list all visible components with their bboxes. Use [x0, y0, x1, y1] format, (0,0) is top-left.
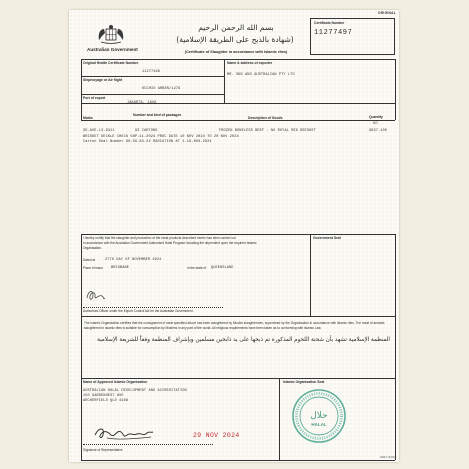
date-stamp: 29 NOV 2024: [193, 432, 240, 439]
declaration-line-1: I hereby certify that the slaughter and production of the meat products described herein has been carried out: [83, 236, 236, 240]
orig-cert-label: Original Health Certificate Number: [83, 61, 139, 65]
cert-number-value: 11277497: [314, 29, 353, 37]
state-label: in the state of: [187, 266, 207, 270]
quantity-label: Quantity: [369, 115, 383, 119]
certificate-page: [69, 10, 399, 462]
islamic-arabic-statement: المنظمة الإسلامية تشهد بأن شحنة اللحوم المذكورة تم ذبحها على يد ذابحين مسلمين وبإشراف المنظمة وفقاً للشريعة الإسلامية: [97, 337, 390, 343]
islamic-org-line-2: 150 GARDENHEST AVE: [83, 394, 124, 398]
signature-label: Signature of Representative: [83, 448, 123, 452]
port-label: Port of export: [83, 96, 106, 100]
marks-label: Marks: [83, 116, 93, 120]
islamic-org-line-3: ARCHERFIELD QLD 4108: [83, 399, 129, 403]
government-name: Australian Government: [87, 47, 138, 52]
shipping-label: Ship/voyage or Air flight: [83, 78, 123, 82]
halal-english-text: HALAL: [311, 422, 327, 427]
description-value: FROZEN BONELESS BEEF - NO ROYAL RED BRISKET: [219, 129, 317, 133]
packages-label: Number and kind of packages: [133, 113, 182, 117]
english-title: (Certificate of Slaughter in accordance with Islamic rites): [184, 50, 288, 54]
islamic-org-label: Name of Approved Islamic Organisation: [83, 380, 148, 384]
coat-of-arms-icon: [96, 24, 126, 46]
form-code: E827 (2/22): [380, 455, 395, 459]
goods-line-3: Carton Seal Number 90-59-83-24 RADIATION AT 1.19-003-2024: [83, 140, 212, 144]
place-value: BRISBANE: [111, 266, 130, 270]
description-label: Description of Goods: [248, 116, 283, 120]
dated-at-value: 27TH DAY OF NOVEMBER 2024: [105, 258, 162, 262]
officer-signature-icon: [85, 286, 107, 304]
bismillah: بسم الله الرحمن الرحيم: [198, 23, 274, 32]
marks-value: 3D-AVE-L3-9311: [83, 129, 115, 133]
place-label: Place of issue: [83, 266, 103, 270]
officer-label: Authorised Officer under the Export Control Act for the Australian Government: [83, 309, 193, 313]
exporter-value: MR. SNO AND AUSTRALIAN PTY LTD: [227, 73, 295, 77]
dated-at-label: Dated at: [83, 258, 96, 262]
declaration-line-2: in accordance with the Australian Government Authorised Halal Program including the dependent upon the required Islamic: [83, 241, 257, 245]
goods-line-2: BRISKET DECKLE CHECK 5NP-11-2024 PROC DATE 10 NOV 2024 TO 20 NOV 2024: [83, 135, 239, 139]
islamic-seal-label: Islamic Organisation Seal: [283, 380, 325, 384]
state-value: QUEENSLAND: [211, 266, 234, 270]
quantity-value: 9837.100: [369, 129, 388, 133]
halal-arabic-text: حلال: [310, 411, 328, 421]
representative-signature-icon: [93, 423, 155, 443]
islamic-english-statement: The Islamic Organisation certifies that the consignment of meat specified above has been slaughtered by Muslim slaughtermen, supervised by the Organisation in accordance with Islamic rites. The meat of animals slaughtered in Islamic rites is suitable for consumption by Muslims in any part of the world. All religious requirements have been taken as to conforming with Islamic Law.: [84, 321, 385, 330]
original-label: ORIGINAL: [378, 11, 396, 15]
government-seal-label: Government Seal: [313, 236, 341, 240]
declaration-line-3: Organisation.: [83, 246, 102, 250]
port-value: JAKARTA, JAVA: [127, 101, 157, 105]
exporter-label: Name & address of exporter: [227, 61, 273, 65]
arabic-title: (شهادة بالذبح على الطريقة الإسلامية): [176, 35, 294, 44]
orig-cert-value: 11277496: [142, 70, 161, 74]
cert-number-label: Certificate Number: [314, 21, 345, 25]
islamic-org-line-1: AUSTRALIAN HALAL DEVELOPMENT AND ACCREDITATION: [83, 389, 187, 393]
halal-seal-icon: [291, 388, 347, 444]
quantity-unit: KG: [373, 121, 378, 125]
shipping-value: OCCHIO ARBEN/1279: [142, 87, 181, 91]
packages-value: 93 CARTONS: [135, 129, 158, 133]
